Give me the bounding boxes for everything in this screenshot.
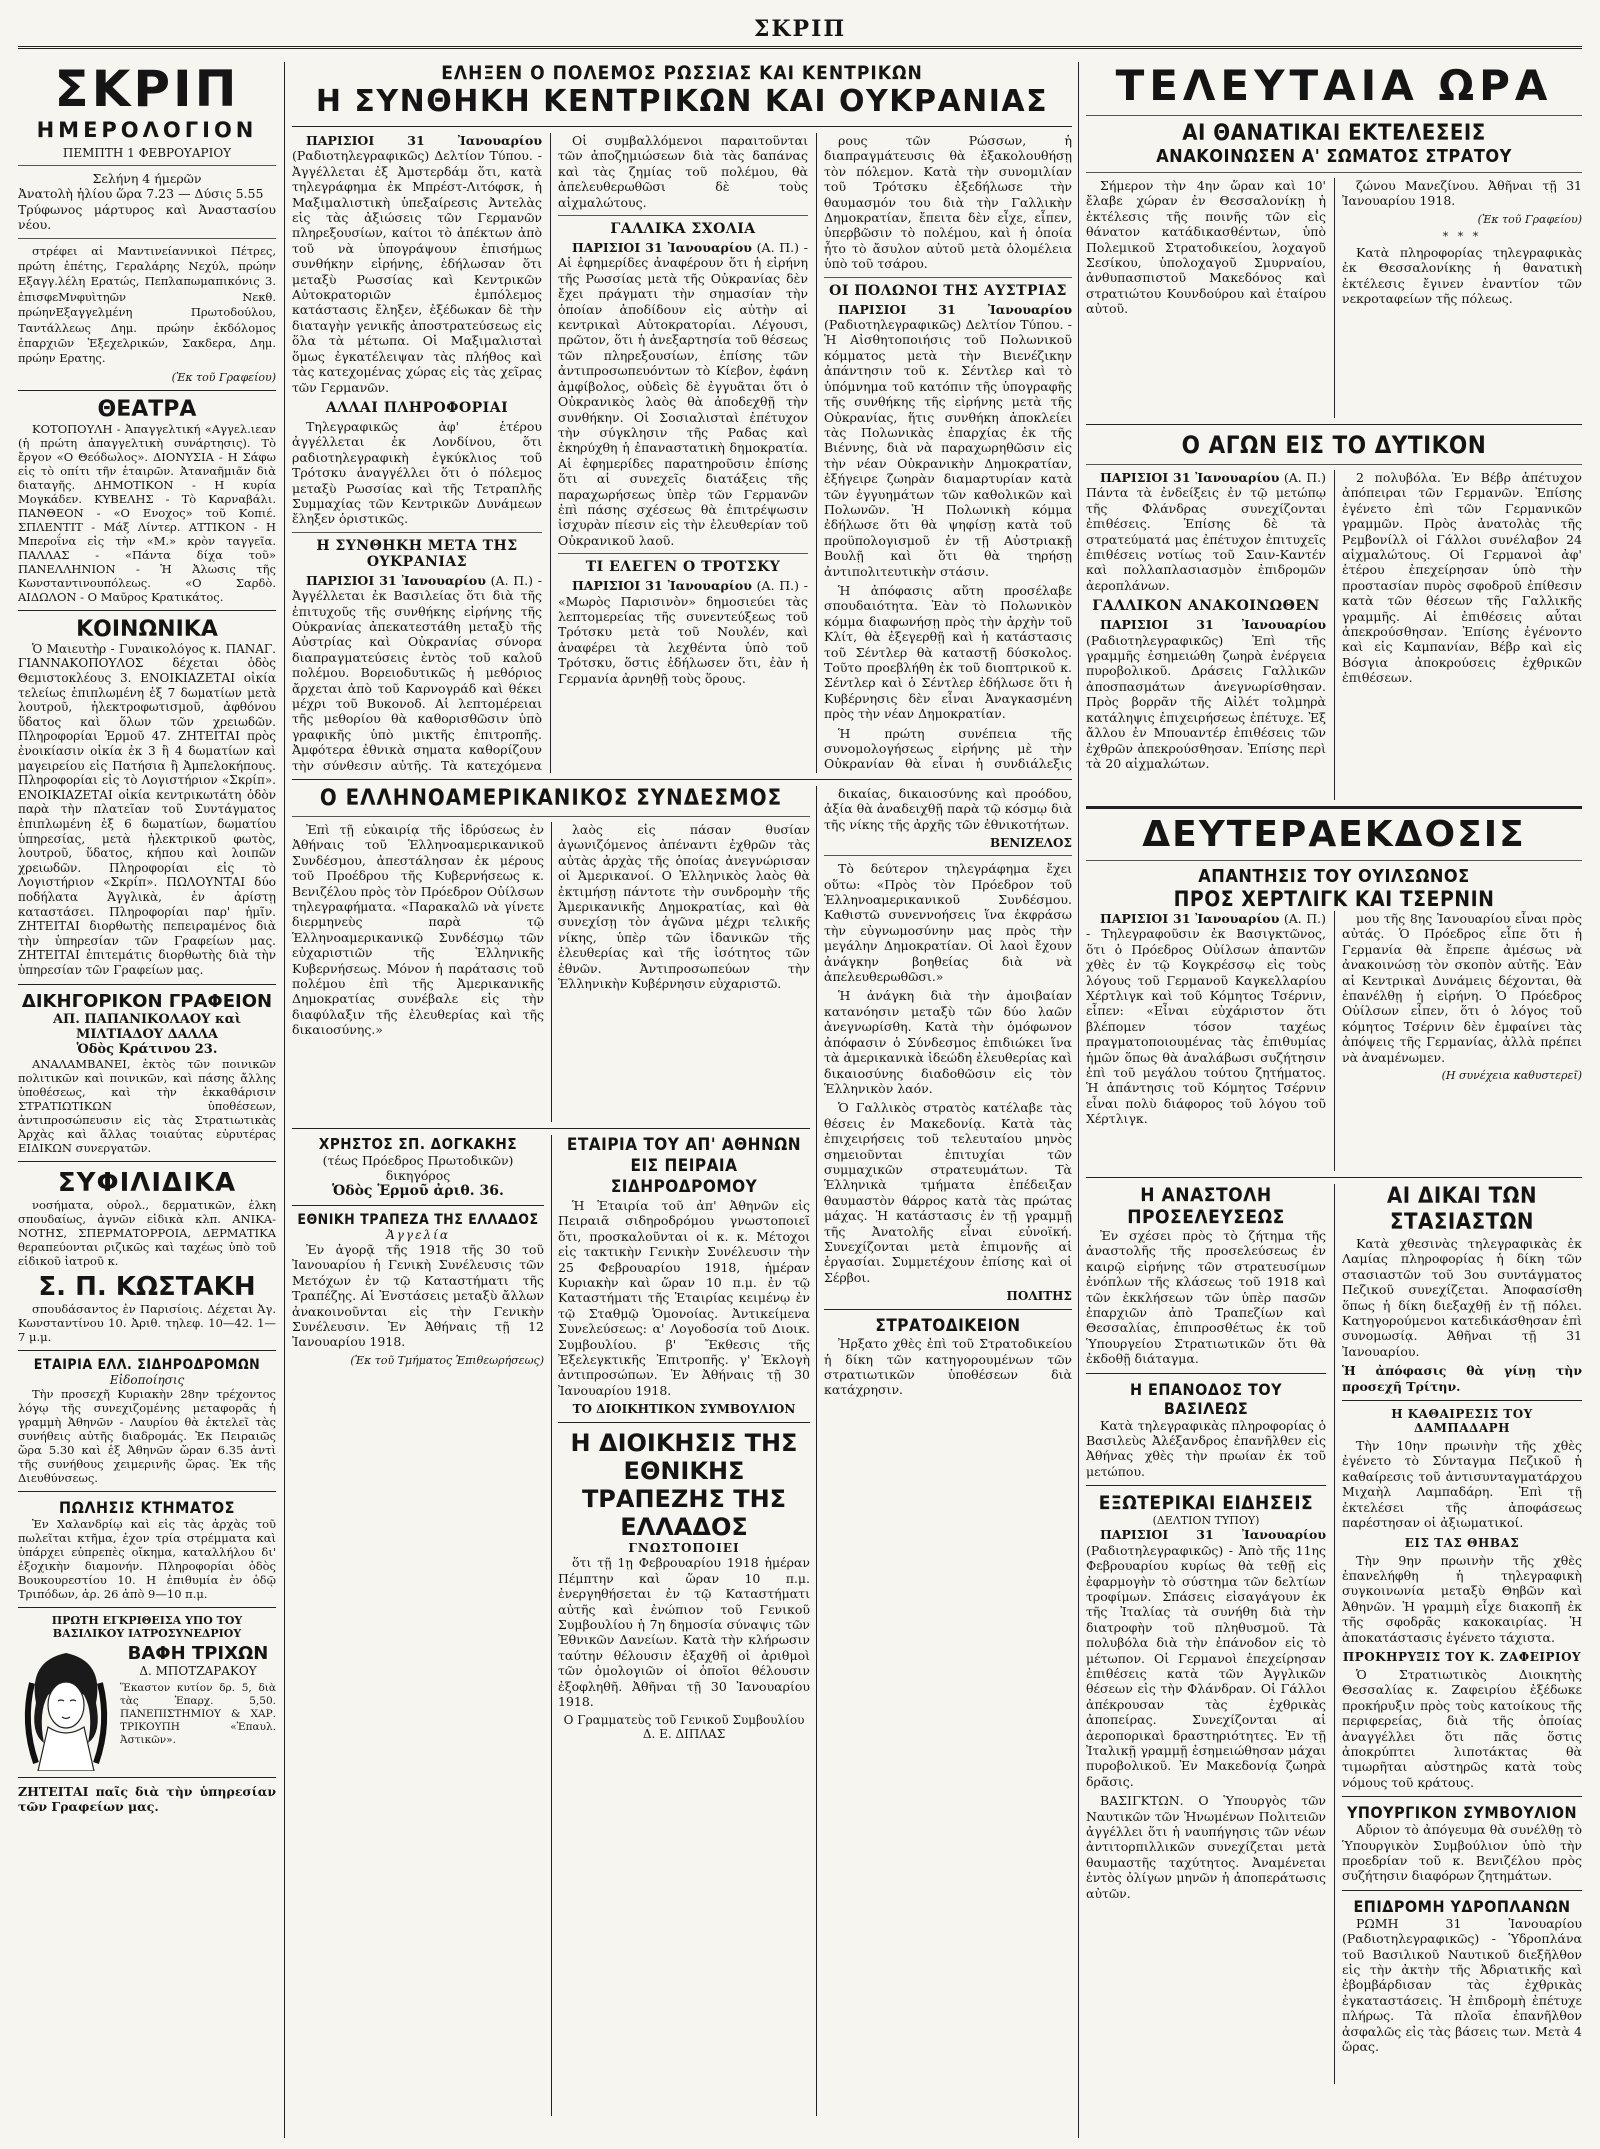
calendar-title: ΣΚΡΙΠ <box>54 62 240 118</box>
court-martial-text: Ἠρξατο χθὲς ἐπὶ τοῦ Στρατοδικείου ἡ δίκη τῶν κατηγορουμένων τῶν στρατιωτικῶν ὑποθέσεων διὰ κατάχρησιν. <box>824 1336 1072 1398</box>
column-rule <box>816 133 817 773</box>
lawyer-ad-sub: (τέως Πρόεδρος Πρωτοδικῶν) δικηγόρος <box>322 1153 514 1183</box>
trials-heading: ΑΙ ΔΙΚΑΙ ΤΩΝ ΣΤΑΣΙΑΣΤΩΝ <box>1386 1184 1538 1235</box>
divider <box>18 390 276 391</box>
story-body: ΡΩΜΗ 31 Ἰανουαρίου (Ραδιοτηλεγραφικῶς) - Ὑδροπλάνα τοῦ Βασιλικοῦ Ναυτικοῦ διεξῆλθον εἰς τὴν ἀκτὴν τῆς Ἀδριατικῆς καὶ ἐβομβάρδισαν τὰς ἐχθρικὰς ἐγκαταστάσεις. Ἡ ἐπιδρομὴ ἐπέτυχε πλήρως. Τὰ πλοῖα ἐπανῆλθον ἀσφαλῶς εἰς τὰς βάσεις των. Μετὰ 4 ὥρας. <box>1342 1915 1582 2055</box>
divider <box>558 215 808 216</box>
ads-col-1 <box>292 1135 544 2116</box>
divider <box>1086 806 1582 809</box>
divider <box>558 1422 810 1423</box>
wilson-reply-story <box>1086 911 1582 1171</box>
saints-day: Τρύφωνος μάρτυρος καὶ Ἀναστασίου νέου. <box>18 201 276 233</box>
association-col-2 <box>558 822 810 1122</box>
right-lower-section <box>1086 1184 1582 2084</box>
association-heading: Ο ΕΛΛΗΝΟΑΜΕΡΙΚΑΝΙΚΟΣ ΣΥΝΔΕΣΜΟΣ <box>319 786 783 811</box>
story-body: (Ραδιοτηλεγραφικῶς) - Ἀπὸ τῆς 11ης Φεβρουαρίου κυρίως θὰ τεθῇ εἰς ἐφαρμογὴν τὸ σύστημα τῶν δελτίων τροφίμων. Σπάσεις εἰσαγάγουν ἐκ τῆς Ἰταλίας τὰ συνήθη διὰ τὴν διατροφὴν τοῦ πληθυσμοῦ. Τὰ πολυβόλα διὰ τὴν ἐπάνοδον εἰς τὸ μέτωπον. Οἱ Γερμανοὶ ἐπεχείρησαν ἐπιθέσεις κατὰ τῶν Ἀγγλικῶν θέσεων εἰς τὴν Φλάνδραν. Οἱ Γάλλοι ἀπέκρουσαν τὰς ἐχθρικὰς ἀποπείρας. Συνεχίζονται αἱ ἀεροπορικαὶ δραστηριότητες. Ἐν τῇ Ἰταλικῇ γραμμῇ ἐσημειώθησαν μάχαι πυροβολικοῦ. Ἐν Μακεδονίᾳ ζωηρὰ δρᾶσις. <box>1086 1542 1326 1789</box>
divider <box>1086 1373 1326 1374</box>
column-rule <box>551 1135 552 2116</box>
story-source: (Η συνέχεια καθυστερεῖ) <box>1441 1069 1582 1083</box>
boy-wanted-ad: ΖΗΤΕΙΤΑΙ παῖς διὰ τὴν ὑπηρεσίαν τῶν Γραφείων μας. <box>18 1783 276 1814</box>
signature: ΒΕΝΙΖΕΛΟΣ <box>989 836 1072 851</box>
story-body: Κατὰ χθεσινὰς τηλεγραφικὰς ἐκ Λαμίας πληροφορίας ἡ δίκη τῶν στασιαστῶν τοῦ 3ου συντάγματος Πεζικοῦ συνεχίζεται. Ἀποφασίσθη ὅπως ἡ δίκη διεξαχθῇ ἐν τῇ πόλει. Κατηγορούμενοι κατεδικάσθησαν ἐπὶ συνομωσίᾳ. Ἀθῆναι τῇ 31 Ἰανουαρίου. <box>1342 1236 1582 1359</box>
divider <box>18 1777 276 1778</box>
theatres-list: ΚΟΤΟΠΟΥΛΗ - Ἀπαγγελτική «Αγγελ.ιεαν (ἡ πρώτη ἀπαγγελτικὴ συνάρτησις). Τὸ ἔργον «Ο Θεόδωλος». ΔΙΟΝΥΣΙΑ - Η Σάφω εἰς τὸ οπίτι τῆν ἑταιρῶν. Ἀταναῆμιᾶν διὰ διαταγῆς. ΔΗΜΟΤΙΚΟΝ - Η κυρία Μογκάδεν. ΚΥΒΕΛΗΣ - Τὸ Καρναβάλι. ΠΑΝΘΕΟΝ - «Ο Ενοχος» τοῦ Κοπιέ. ΣΠΛΕΝΤΙΤ - Μάξ Λίντερ. ΑΤΤΙΚΟΝ - Η Μπεροΐνα εἰς τὴν «Μ.» κρὸν ταγγεῖα. ΠΑΛΛΑΣ - «Πάντα δίχα τοῦ» ΠΑΝΕΛΛΗΝΙΟΝ - Ἡ Ἀλωσις τῆς Κωνσταντινουπόλεως. «Ο Σαρδὸ. ΑΙΔΩΛΟΝ - Ο Μαῦρος Κρατικάτος. <box>18 421 276 604</box>
divider <box>292 1128 810 1129</box>
divider <box>1086 860 1582 861</box>
column-rule <box>816 786 817 2116</box>
story-body: (Ραδιοτηλεγραφικῶς) Δελτίον Τύπου. - Ἀγγέλλεται ἐξ Ἀμστερδάμ ὅτι, κατὰ τηλεγράφημα ἐκ Μπρέστ-Λιτόφσκ, ἡ Μαξιμαλιστικὴ ὑπεξαίρεσις Ἀντελὰς εἰς τὰς ἀξιώσεις τῶν Γερμανῶν πληρεξουσίων, καίτοι τὸ ἀπέκτων ἀπὸ τοῦ νὰ ὑπογράψουν ἐπισήμως συνθήκην εἰρήνης, ἐδήλωσαν ὅτι μεταξὺ Ρωσσίας καὶ Κεντρικῶν Αὐτοκρατοριῶν ἐμπόλεμος κατάστασις ἔληξεν, ἐξέδωκαν δὲ τὴν διαταγὴν γενικῆς ἀποστρατεύσεως εἰς ὅλα τὰ μέτωπα. Οἱ Μαξιμαλισταὶ ὅμως ἐγκατέλειψαν τὰς πλήθος καὶ τὰς κατεχομένας χώρας εἰς τὰς χεῖρας τῶν Γερμανῶν. <box>292 148 542 395</box>
newspaper-page <box>18 6 1582 2142</box>
dateline: ΠΑΡΙΣΙΟΙ 31 Ἰανουαρίου <box>1100 911 1280 926</box>
ads-and-notices <box>292 1135 810 2116</box>
story-text <box>292 133 542 395</box>
story-body: (Α. Π.) - Αἱ ἐφημερίδες ἀναφέρουν ὅτι ἡ εἰρήνη τῆς Ρωσσίας μετὰ τῆς Οὐκρανίας δὲν ἔχει πράγματι τὴν σημασίαν τὴν ὁποίαν ἀποδίδουν εἰς αὐτὴν αἱ κεντρικαὶ Αὐτοκρατορίαι. Λέγουσι, πρῶτον, ὅτι ἡ ἀνεξαρτησία τοῦ θέσεως τῶν πληρεξουσίων, ἐπίσης τῶν ἀντιπροσωπευόντων τὸ Κίεβον, ἐφάνη ἀμφίβολος, οὐδεὶς δὲ ἐγγυᾶται ὅτι ὁ Οὐκρανικὸς λαὸς θὰ ἀποδεχθῇ τὴν συνθήκην. Οἱ Σοσιαλισταὶ ἐπέτυχον τὴν σύγκλησιν τῆς Ραδας καὶ ἐκηρύχθη ἡ ἐπαναστατικὴ δημοκρατία. Αἱ ἐφημερίδες παρατηροῦσιν ἐπίσης ὅτι αἱ συνεχεῖς διατάξεις τῆς παραχωρήσεως ὑπὲρ τῶν Γερμανῶν ἐπὶ πάσης σχέσεως θὰ ἐπιτρέψωσιν ἰσχυρὰν πίεσιν εἰς τὴν ἐλευθερίαν τοῦ Οὐκρανικοῦ λαοῦ. <box>558 240 808 548</box>
section-heading: Η ΣΥΝΘΗΚΗ ΜΕΤΑ ΤΗΣ ΟΥΚΡΑΝΙΑΣ <box>316 537 518 570</box>
lower-right <box>824 786 1072 2116</box>
calendar-notes-source: (Ἐκ τοῦ Γραφείου) <box>171 370 276 384</box>
wilson-reply-col-1 <box>1086 911 1326 1171</box>
story-body: Ἡ ἀπόφασις αὕτη προσέλαβε σπουδαιότητα. Ἐὰν τὸ Πολωνικὸν κόμμα διαφωνήσῃ πρὸς τὴν ἀρχὴν τοῦ Κλίτ, θὰ ἐξεγερθῇ καὶ ἡ κατάστασις τοῦ Σέντλερ θὰ καταστῇ δύσκολος. Τοῦτο προεβλήθη ἐκ τοῦ διοπτρικοῦ κ. Σέντλερ καὶ ὁ Σέντλερ ἐδήλωσε ὅτι ἡ Κυβέρνησις δὲν εἶναι Ἀναγκασμένη πρὸς τὴν νέαν Δημοκρατίαν. <box>824 582 1072 722</box>
story-body: Κατὰ τηλεγραφικὰς πληροφορίας ὁ Βασιλεὺς Ἀλέξανδρος ἐπανῆλθεν εἰς Ἀθήνας χθὲς τὴν πρωίαν ἐκ τοῦ μετώπου. <box>1086 1417 1326 1479</box>
association-col-1 <box>292 822 544 1122</box>
story-text <box>558 578 808 686</box>
story-text <box>292 573 542 773</box>
calendar-subtitle: ΗΜΕΡΟΛΟΓΙΟΝ <box>36 118 258 142</box>
dateline: ΠΑΡΙΣΙΟΙ 31 Ἰανουαρίου <box>306 133 542 148</box>
story-body: ζώνου Μανεζίνου. Ἀθῆναι τῇ 31 Ἰανουαρίου 1918. <box>1342 178 1582 209</box>
divider <box>1342 1890 1582 1891</box>
story-body: (Α. Π.) - «Μωρὸς Παρισινὸν» δημοσιεύει τὰς λεπτομερείας τῆς συνεντεύξεως τοῦ Τρότσκυ μετὰ τοῦ Νουλέν, καὶ ἀναφέρει τὰ λεχθέντα ὑπὸ τοῦ Τρότσκυ, ὅστις ἐδήλωσεν ὅτι, ἐὰν ἡ Γερμανία ἀρνηθῇ τοὺς ὅρους. <box>558 578 808 686</box>
page-mark: ΣΚΡΙΠ <box>753 16 847 42</box>
dateline: ΠΑΡΙΣΙΟΙ 31 Ἰανουαρίου <box>306 572 486 588</box>
foreign-news-heading: ΕΞΩΤΕΡΙΚΑΙ ΕΙΔΗΣΕΙΣ <box>1098 1492 1314 1515</box>
section-heading: ΑΛΛΑΙ ΠΛΗΡΟΦΟΡΙΑΙ <box>325 399 509 416</box>
column-latest <box>1086 62 1582 2138</box>
western-front-col-1 <box>1086 470 1326 800</box>
story-body: Κατὰ πληροφορίας τηλεγραφικὰς ἐκ Θεσσαλονίκης ἡ θανατικὴ ἐκτέλεσις ἔγινεν ἐναντίον τῶν νεκροταφείων τῆς πόλεως. <box>1342 244 1582 307</box>
bank-notice-source: (Ἐκ τοῦ Τμήματος Ἐπιθεωρήσεως) <box>350 1353 544 1367</box>
railway-company-heading: ΕΤΑΙΡΙΑ ΤΟΥ ΑΠ' ΑΘΗΝΩΝ ΕΙΣ ΠΕΙΡΑΙΑ ΣΙΔΗΡΟΔΡΟΜΟΥ <box>566 1135 802 1197</box>
section-heading: ΓΑΛΛΙΚΟΝ ΑΝΑΚΟΙΝΩΘΕΝ <box>1092 598 1320 615</box>
dateline: ΠΑΡΙΣΙΟΙ 31 Ἰανουαρίου <box>1100 1527 1326 1543</box>
corps-announcement-heading: ΑΝΑΚΟΙΝΩΣΕΝ Α' ΣΩΜΑΤΟΣ ΣΤΡΑΤΟΥ <box>1156 146 1512 167</box>
bank-admin-heading: Η ΔΙΟΙΚΗΣΙΣ ΤΗΣ ΕΘΝΙΚΗΣ ΤΡΑΠΕΖΗΣ ΤΗΣ ΕΛΛΑΔΟΣ <box>570 1429 798 1542</box>
hair-dye-title: ΒΑΦΗ ΤΡΙΧΩΝ <box>127 1642 269 1664</box>
main-story-col-2 <box>558 133 808 773</box>
story-body: ΒΑΣΙΓΚΤΩΝ. Ο Ὑπουργὸς τῶν Ναυτικῶν τῶν Ἡνωμένων Πολιτειῶν ἀγγέλλει ὅτι ἡ ναυπήγησις τῶν νέων ἀντιτορπιλλικῶν συνεχίζεται μετὰ θαυμαστῆς ταχύτητος. Ἀναμένεται ἐντὸς ὀλίγων μηνῶν ἡ ἀποπεράτωσις αὐτῶν. <box>1086 1793 1326 1901</box>
law-office-names: ΑΠ. ΠΑΠΑΝΙΚΟΛΑΟΥ καὶ ΜΙΛΤΙΑΔΟΥ ΔΑΛΛΑ <box>52 1011 242 1042</box>
trials-note: Ἡ ἀπόφασις θὰ γίνῃ τὴν προσεχῆ Τρίτην. <box>1342 1363 1582 1394</box>
story-body: 2 πολυβόλα. Ἐν Βέβρ ἀπέτυχον ἀπόπειραι τῶν Γερμανῶν. Ἐπίσης ἐγένετο ἐπὶ τῶν Γερμανικῶν γραμμῶν. Πρὸς ἀνατολὰς τῆς Ρεμβονίλλ οἱ Γάλλοι συνέλαβον 24 αἰχμαλώτους. Οἱ Γερμανοὶ ἀφ' ἑτέρου ἐπεχείρησαν ὑπὸ τὴν προστασίαν πυρὸς σφοδροῦ ἐπίθεσιν κατὰ τῶν θέσεων τῆς Γαλλικῆς γραμμῆς. Αἱ ἐπιθέσεις αὗται ἀπεκρούσθησαν. Ἐπίσης ἐγένοντο καὶ εἰς Καμπανίαν, Βέβρ καὶ εἰς Βόσγια ἀποκρούσεις ἐχθρικῶν ἐπιθέσεων. <box>1342 470 1582 686</box>
divider <box>18 610 276 611</box>
story-body: (Α. Π.) - Τηλεγραφοῦσιν ἐκ Βασιγκτῶνος, ὅτι ὁ Πρόεδρος Οὐίλσων ἀπαντῶν χθὲς ἐν τῷ Κογκρέσσῳ εἰς τοὺς λόγους τοῦ Γερμανοῦ Καγκελλαρίου Χέρτλιγκ καὶ τοῦ Κόμητος Τσέρνιν, εἶπεν: «Εἶναι εὐχάριστον ὅτι βλέπομεν τόσον ταχέως πραγματοποιουμένας τὰς ἐπιθυμίας ἡμῶν ὅπως θὰ ἀναλάβωσι συζήτησιν ἐπὶ τοῦ μεγάλου τούτου ζητήματος. Ἡ ἀπάντησις τοῦ Κόμητος Τσέρνιν εἶναι πολὺ διάφορος τοῦ λόγου τοῦ Χέρτλιγκ. <box>1086 911 1326 1127</box>
column-rule <box>551 822 552 1122</box>
story-text <box>824 302 1072 579</box>
social-heading: ΚΟΙΝΩΝΙΚΑ <box>76 616 218 642</box>
column-rule <box>284 62 285 2138</box>
story-body: (Ραδιοτηλεγραφικῶς) Δελτίον Τύπου. - Ἡ Αἰσθητοποιήσις τοῦ Πολωνικοῦ κόμματος μετὰ τὴν Βιενέζικην ἀπάντησιν τοῦ κ. Σέντλερ καὶ τὸ ὑπόμνημα τοῦ κατόπιν τῆς ὑπογραφῆς τῆς συνθήκης τῆς εἰρήνης μετὰ τῆς Οὐκρανίας, ἥτις συνθήκη ἀποκλείει τὰς Πολωνικὰς ἐπαρχίας ἐκ τῆς Βιέννης, διὰ νὰ παραχωρηθῶσιν εἰς τὴν νέαν Οὐκρανικὴν Δημοκρατίαν, ἐξήγειρε ζωηρὰν διαμαρτυρίαν κατὰ τῶν ἐγγυημάτων τῶν καθολικῶν καὶ Πολωνῶν. Ἡ Πολωνικὴ κόμμα ἐδήλωσε ὅτι θὰ ψηφίσῃ κατὰ τοῦ προϋπολογισμοῦ ἐν τῇ Αὐστριακῇ Βουλῇ καὶ ὅτι θὰ τηρήσῃ ἀντιπολιτευτικὴν στάσιν. <box>824 317 1072 579</box>
second-edition-heading: ΔΕΥΤΕΡΑΕΚΔΟΣΙΣ <box>1142 814 1526 855</box>
doctor-name: Σ. Π. ΚΩΣΤΑΚΗ <box>38 1271 256 1302</box>
main-story-col-3 <box>824 133 1072 773</box>
right-lower-col-2 <box>1342 1184 1582 2084</box>
dateline: ΠΑΡΙΣΙΟΙ 31 Ἰανουαρίου <box>838 301 1072 317</box>
story-body: Ἡ ἀνάγκη διὰ τὴν ἀμοιβαίαν κατανόησιν μεταξὺ τῶν δύο λαῶν ἀνεγνωρίσθη. Κατὰ τὴν ὁμόφωνον ἀπόφασιν ὁ Σύνδεσμος ἐπιδιώκει ἵνα τὰ ἀμερικανικὰ ἰδεώδη ἐλευθερίας καὶ δικαιοσύνης διαδοθῶσιν εἰς τὸν Ἑλληνικὸν λαόν. <box>824 988 1072 1096</box>
estate-heading: ΠΩΛΗΣΙΣ ΚΤΗΜΑΤΟΣ <box>59 1497 235 1517</box>
story-text <box>1086 617 1326 771</box>
story-body: Αὔριον τὸ ἀπόγευμα θὰ συνέλθῃ τὸ Ὑπουργικὸν Συμβούλιον ὑπὸ τὴν προεδρίαν τοῦ κ. Βενιζέλου πρὸς συζήτησιν διαφόρων ζητημάτων. <box>1342 1822 1582 1884</box>
dateline: ΠΑΡΙΣΙΟΙ 31 Ἰανουαρίου <box>1100 617 1326 633</box>
story-body: ρους τῶν Ρώσσων, ἡ διαπραγμάτευσις θὰ ἐξακολουθήσῃ τὸν πόλεμον. Κατὰ τὴν συνομιλίαν τοῦ Τρότσκυ ἐξεδήλωσε τὴν θαυμασμόν του διὰ τὴν Γαλλικὴν Δημοκρατίαν, ἔπειτα δὲν εἶχε, εἶπεν, ὑπερβῶσιν τὸ πολέμου, καὶ ἡ ὁποία ἦτο τὸ ἄσυλον αὐτοῦ μετὰ ὁλομέλεια ὑπὸ τοῦ τσάρου. <box>824 133 1072 272</box>
divider <box>558 553 808 554</box>
divider <box>292 816 810 817</box>
estate-text: Ἐν Χαλανδρίῳ καὶ εἰς τὰς ἀρχὰς τοῦ πωλεῖται κτῆμα, ἐχον τρία στρέμματα καὶ ὑπάρχει εὐπρεπὲς οἴκημα, καταλλήλου δι' ἐξοχικὴν διαμονήν. Πληροφορίαι ὁδὸς Βουκουρεστίου 10. Η ἐπιθυμία ἐν ὁδῷ Τριπόδων, ἀρ. 26 ἀπὸ 9—10 π.μ. <box>18 1516 276 1601</box>
main-headline: Η ΣΥΝΘΗΚΗ ΚΕΝΤΡΙΚΩΝ ΚΑΙ ΟΥΚΡΑΝΙΑΣ <box>315 84 1049 119</box>
column-rule <box>550 133 551 773</box>
bank-notice-heading: ΕΘΝΙΚΗ ΤΡΑΠΕΖΑ ΤΗΣ ΕΛΛΑΔΟΣ <box>297 1212 539 1228</box>
section-heading: ΕΙΣ ΤΑΣ ΘΗΒΑΣ <box>1404 1535 1520 1550</box>
divider <box>1342 1796 1582 1797</box>
column-main <box>292 62 1072 2138</box>
story-body: Τὴν 10ην πρωινὴν τῆς χθὲς ἐγένετο τὸ Σύνταγμα Πεζικοῦ ἡ καθαίρεσις τοῦ ἀντισυνταγματάρχου Μιχαὴλ Λαμπαδάρη. Ἐπὶ τῇ ἐκτελέσει τῆς ἀποφάσεως παρέστησαν οἱ ἀξιωματικοί. <box>1342 1438 1582 1531</box>
association-story <box>292 822 810 1122</box>
story-body: μου τῆς 8ης Ἰανουαρίου εἶναι πρὸς αὐτάς. Ὁ Πρόεδρος εἶπε ὅτι ἡ Γερμανία θὰ ἔπρεπε ἀμέσως νὰ ἀνακοινώσῃ τὸν σκοπὸν αὐτῆς. Ἐὰν αἱ Κεντρικαὶ Δυνάμεις δέχονται, θὰ ἐπανέλθῃ ἡ εἰρήνη. Ὁ Πρόεδρος Οὐίλσων εἶπεν, ὅτι ὁ λόγος τοῦ κόμητος Τσέρνιν δὲν ἐμφαίνει τὰς ἀπόψεις τῆς Γερμανίας, ἀλλὰ πρέπει νὰ ἀναμένωμεν. <box>1342 911 1582 1065</box>
divider <box>292 779 1072 780</box>
latest-headline: ΤΕΛΕΥΤΑΙΑ ΩΡΑ <box>1115 62 1553 110</box>
story-body: Τὸ δεύτερον τηλεγράφημα ἔχει οὕτω: «Πρὸς τὸν Πρόεδρον τοῦ Ἑλληνοαμερικανικοῦ Συνδέσμου. Καθιστῶ συνεννοήσεις ἵνα ἐκφράσω τὴν εὐγνωμοσύνην μας πρὸς τὴν μεγάλην Δημοκρατίαν. Οἱ λαοὶ ἔχουν ἀνάγκην βοηθείας διὰ νὰ ἀπελευθερωθῶσι.» <box>824 861 1072 985</box>
divider <box>1086 1177 1582 1178</box>
section-heading: ΓΑΛΛΙΚΑ ΣΧΟΛΙΑ <box>610 221 756 238</box>
executions-story <box>1086 178 1582 418</box>
divider <box>1086 464 1582 465</box>
lower-left <box>292 786 810 2116</box>
lower-section <box>292 786 1072 2116</box>
story-body: Ἐν σχέσει πρὸς τὸ ζήτημα τῆς ἀναστολῆς τῆς προσελεύσεως ἐν καιρῷ εἰρήνης τῶν στρατευσίμων ἐνόπλων τῆς κλάσεως τοῦ 1918 καὶ τῶν ἐκκλήσεων τῶν ὑπὲρ πασῶν ἐπαρχιῶν ἀπὸ Τραπεζίων καὶ Θεσσαλίας, ἐπιπροσθέτως ἐκ τοῦ Ὑπουργείου Στρατιωτικῶν ὅτι θὰ ἐκδοθῇ διάταγμα. <box>1086 1228 1326 1367</box>
divider <box>18 984 276 985</box>
divider <box>1086 1485 1326 1486</box>
section-heading: Η ΚΑΘΑΙΡΕΣΙΣ ΤΟΥ ΔΑΜΠΑΔΑΡΗ <box>1391 1407 1533 1436</box>
story-body: (Α. Π.) Πάντα τὰ ἐνδείξεις ἐν τῷ μετώπῳ τῆς Φλάνδρας συνεχίζονται ἐπιθέσεις. Ἐπίσης δὲ τὰ στρατεύματά μας ἐπέτυχον ἐπιτυχεῖς ἐπιθέσεις νοτίως τοῦ Σαιν-Καντέν καὶ πολλαπλασιασμὸν ἐπιδρομῶν ἀεροπλάνων. <box>1086 470 1326 593</box>
main-story <box>292 133 1072 773</box>
story-body: Ὁ Γαλλικὸς στρατὸς κατέλαβε τὰς θέσεις ἐν Μακεδονίᾳ. Κατὰ τὰς ἐπιχειρήσεις τοῦ τελευταίου μηνὸς σημειοῦνται ἐπιτυχίαι τῶν συμμαχικῶν στρατευμάτων. Τὰ Ἑλληνικὰ τμήματα ἐπέδειξαν θαυμαστὸν θάρρος κατὰ τὰς πρώτας μάχας. Ἡ κατάστασις ἐν τῇ γραμμῇ τῆς Ἀνατολῆς εἶναι εὐνοϊκή. Συνεχίζονται μετὰ ἐπιμονῆς αἱ ἐργασίαι. Συμμετέχουν ἐπίσης καὶ οἱ Σέρβοι. <box>824 1100 1072 1285</box>
divider <box>1086 172 1582 173</box>
story-body: Ἡ πρώτη συνέπεια τῆς συνομολογήσεως εἰρήνης μὲ τὴν Οὐκρανίαν θὰ εἶναι ἡ συνδιάλεξις <box>824 725 1072 772</box>
hair-dye-ad <box>18 1643 276 1771</box>
story-text <box>1086 470 1326 593</box>
western-front-col-2 <box>1342 470 1582 800</box>
suspension-heading: Η ΑΝΑΣΤΟΛΗ ΠΡΟΣΕΛΕΥΣΕΩΣ <box>1127 1184 1285 1228</box>
dateline: ΠΑΡΙΣΙΟΙ 31 Ἰανουαρίου <box>572 578 752 594</box>
law-office-heading: ΔΙΚΗΓΟΡΙΚΟΝ ΓΡΑΦΕΙΟΝ <box>21 990 273 1012</box>
railway-company-sign: ΤΟ ΔΙΟΙΚΗΤΙΚΟΝ ΣΥΜΒΟΥΛΙΟΝ <box>572 1402 796 1417</box>
column-rule <box>1334 178 1335 418</box>
seaplane-raid-heading: ΕΠΙΔΡΟΜΗ ΥΔΡΟΠΛΑΝΩΝ <box>1353 1896 1571 1916</box>
divider <box>1086 115 1582 116</box>
divider <box>824 277 1072 278</box>
main-story-col-1 <box>292 133 542 773</box>
bank-notice-text: Ἐν ἀγορᾷ τῆς 1918 τῆς 30 τοῦ Ἰανουαρίου ἡ Γενικὴ Συνέλευσις τῶν Μετόχων ἐν τῷ Καταστήματι τῆς Τραπέζης. Αἱ Ἐνστάσεις μεταξὺ ἄλλων ἀνακοινοῦνται εἰς τὴν Γενικὴν Συνέλευσιν. Ἐν Ἀθήναις τῇ 12 Ἰανουαρίου 1918. <box>292 1242 544 1350</box>
masthead-rule <box>18 46 1582 49</box>
hair-dye-heading: ΠΡΩΤΗ ΕΓΚΡΙΘΕΙΣΑ ΥΠΟ ΤΟΥ ΒΑΣΙΛΙΚΟΥ ΙΑΤΡΟΣΥΝΕΔΡΙΟΥ <box>51 1613 243 1640</box>
doctor-text: σπουδάσαντος ἐν Παρισίοις. Δέχεται Ἀγ. Κωνσταντίνου 10. Ἀριθ. τηλεφ. 10—42. 1—7 μ.μ. <box>18 1301 276 1344</box>
wilson-reply-heading: ΑΠΑΝΤΗΣΙΣ ΤΟΥ ΟΥΙΛΣΩΝΟΣ <box>1198 866 1470 887</box>
divider <box>18 1350 276 1351</box>
divider <box>292 1205 544 1206</box>
railway-sub: Εἰδοποίησις <box>109 1372 185 1387</box>
railway-company-text: Ἡ Ἑταιρία τοῦ ἀπ' Ἀθηνῶν εἰς Πειραιᾶ σιδηροδρόμου γνωστοποιεῖ ὅτι, προσκαλοῦνται οἱ κ. κ. Μέτοχοι εἰς τακτικὴν Γενικὴν Συνέλευσιν τὴν 25 Φεβρουαρίου 1918, ἡμέραν Κυριακὴν καὶ ὥραν 10 π.μ. ἐν τῷ Καταστήματι τῆς Ἑταιρίας κειμένῳ ἐν τῷ Σταθμῷ Ὁμονοίας. Ἀντικείμενα Συνελεύσεως: α' Λογοδοσία τοῦ Διοικ. Συμβουλίου. β' Ἔκθεσις τῆς Ἐξελεγκτικῆς Ἐπιτροπῆς. γ' Ἐκλογὴ ἀντιπροσώπων. Ἐν Ἀθήναις τῇ 30 Ἰανουαρίου 1918. <box>558 1198 810 1398</box>
story-body: Τὴν 9ην πρωινὴν τῆς χθὲς ἐπανελήφθη ἡ τηλεγραφικὴ συγκοινωνία μεταξὺ Θηβῶν καὶ Ἀθηνῶν. Ἡ γραμμὴ εἶχε διακοπῆ ἐκ τῆς σφοδρᾶς κακοκαιρίας. Ἡ ἀποκατάστασις ἐγένετο τάχιστα. <box>1342 1552 1582 1645</box>
woman-portrait-illustration <box>18 1643 114 1771</box>
divider <box>824 1309 1072 1310</box>
main-kicker: ΕΛΗΞΕΝ Ο ΠΟΛΕΜΟΣ ΡΩΣΣΙΑΣ ΚΑΙ ΚΕΝΤΡΙΚΩΝ <box>441 62 923 84</box>
section-heading: ΤΙ ΕΛΕΓΕΝ Ο ΤΡΟΤΣΚΥ <box>585 559 781 576</box>
column-rule <box>1334 470 1335 800</box>
column-rule <box>1078 62 1079 2138</box>
story-body: Τηλεγραφικῶς ἀφ' ἑτέρου ἀγγέλλεται ἐκ Λονδίνου, ὅτι ραδιοτηλεγραφικὴ ἐγκύκλιος τοῦ Τρότσκυ ἀναγγέλλει ὅτι ὁ πόλεμος μεταξὺ Ρωσσίας καὶ τῆς Τετραπλῆς Συμμαχίας τῶν Κεντρικῶν Δυνάμεων ἔληξεν ὁριστικῶς. <box>292 418 542 527</box>
bank-notice-sub: Ἀγγελία <box>386 1228 450 1242</box>
cabinet-heading: ΥΠΟΥΡΓΙΚΟΝ ΣΥΜΒΟΥΛΙΟΝ <box>1346 1803 1578 1823</box>
foreign-news-source: (ΔΕΛΤΙΟΝ ΤΥΠΟΥ) <box>1152 1514 1260 1528</box>
hair-dye-text-block <box>120 1643 276 1747</box>
divider <box>18 1161 276 1162</box>
story-body: δικαίας, δικαιοσύνης καὶ προόδου, ἀξία θὰ ἀναδειχθῇ παρὰ τῷ κόσμῳ διὰ τῆς νίκης τῆς ἀρχῆς τῶν ἐθνικοτήτων. <box>824 786 1072 832</box>
railway-text: Τὴν προσεχῆ Κυριακὴν 28ην τρέχοντος λόγῳ τῆς συνεχιζομένης μεταφορᾶς ἡ γραμμὴ Ἀθηνῶν - Λαυρίου θὰ ἐκτελεῖ τὰς συνήθεις αὐτῆς διαδρομάς. Ἐκ Πειραιῶς ὥρα 5.30 καὶ ἐξ Ἀθηνῶν ὥραν 6.35 ἀντὶ τῆς συνήθους χειμερινῆς ὥρας. Ἐκ τῆς Διευθύνσεως. <box>18 1386 276 1485</box>
divider <box>18 1491 276 1492</box>
railway-heading: ΕΤΑΙΡΙΑ ΕΛΛ. ΣΙΔΗΡΟΔΡΟΜΩΝ <box>33 1356 261 1373</box>
story-text <box>558 240 808 548</box>
theatres-heading: ΘΕΑΤΡΑ <box>97 396 197 422</box>
story-text <box>1086 911 1326 1127</box>
column-rule <box>1334 911 1335 1171</box>
lawyer-ad-heading: ΧΡΗΣΤΟΣ ΣΠ. ΔΟΓΚΑΚΗΣ <box>318 1135 518 1153</box>
syphilis-heading: ΣΥΦΙΛΙΔΙΚΑ <box>57 1167 237 1198</box>
bank-admin-sign: Ο Γραμματεὺς τοῦ Γενικοῦ Συμβουλίου Δ. Ε. ΔΙΠΛΑΣ <box>563 1713 805 1742</box>
hair-dye-maker: Δ. ΜΠΟΤΖΑΡΑΚΟΥ <box>139 1663 257 1678</box>
western-front-story <box>1086 470 1582 800</box>
story-body: (Α. Π.) - Ἀγγέλλεται ἐκ Βασιλείας ὅτι διὰ τῆς ἐπιτυχοῦς τῆς συνθήκης εἰρήνης τῆς Οὐκρανίας ἀπεκατεστάθη μεταξὺ τῆς Αὐστρίας καὶ Οὐκρανίας σύνορα διαπραγματεύσεις ἐντὸς τοῦ καλοῦ πολέμου. Βορειοδυτικῶς ἡ μεθόριος ἄρχεται ἀπὸ τοῦ Καρνογράδ καὶ θέκει μέχρι τοῦ Βυκονοδ. Αἱ λεπτομέρειαι τῆς μεθορίου θὰ καθορισθῶσιν ὑπὸ γραφικῆς ὑπὸ μικτῆς ἐπιτροπῆς. Ἀμφότερα ἐθνικὰ σηματα καθορίζουν τὴν σύνθεσιν αὐτῆς. Τὰ κατεχόμενα <box>292 572 542 773</box>
western-front-heading: Ο ΑΓΩΝ ΕΙΣ ΤΟ ΔΥΤΙΚΟΝ <box>1181 431 1487 459</box>
calendar-date: ΠΕΜΠΤΗ 1 ΦΕΒΡΟΥΑΡΙΟΥ <box>62 146 232 160</box>
story-body: Σήμερον τὴν 4ην ὥραν καὶ 10' ἔλαβε χώραν ἐν Θεσσαλονίκῃ ἡ ἐκτέλεσις τῆς ποινῆς τῶν εἰς θάνατον κατάδικασθέντων, ὑπὸ Πολεμικοῦ Στρατοδικείου, λοχαγοῦ Σεσίκου, ὑπολοχαγοῦ Σμυρναίου, ἀνθυπασπιστοῦ Μακεδόνος καὶ στρατιώτου Κουνδούρου καὶ ἑταίρου αὐτοῦ. <box>1086 178 1326 317</box>
bank-admin-sub: ΓΝΩΣΤΟΠΟΙΕΙ <box>628 1541 740 1556</box>
law-office-address: Ὁδὸς Κράτινου 23. <box>76 1041 218 1057</box>
story-text <box>1086 1527 1326 1789</box>
divider <box>292 532 542 533</box>
story-body: λαὸς εἰς πάσαν θυσίαν ἀγωνιζόμενος ἀπέναντι ἐχθρῶν τὰς αὐτὰς ἀρχὰς τῆς ὁποίας ἀνεγνώρισαν οἱ Ἀμερικανοί. Ο Ἑλληνικὸς λαὸς θὰ ἐκτιμήσῃ πάντοτε τὴν συνδρομὴν τῆς Ἀμερικανικῆς Δημοκρατίας, καὶ θὰ συνεχίσῃ τὸν ἀγῶνα μέχρι τελικῆς νίκης, ὑπὲρ τῶν ἰδανικῶν τῆς ἐλευθερίας καὶ τῆς ἰσότητος τῶν ἐθνῶν. Ἀντιπροσωπεύων τὴν Ἑλληνικὴν Κυβέρνησιν εὐχαριστῶ. <box>558 822 810 992</box>
law-office-text: ΑΝΑΛΑΜΒΑΝΕΙ, ἐκτὸς τῶν ποινικῶν πολιτικῶν καὶ ποινικῶν, καὶ πάσης ἄλλης ὑποθέσεως, καὶ τὴν ἐκκαθάρισιν ΣΤΡΑΤΙΩΤΙΚΩΝ ὑποθέσεων, ἀντιπροσώπευσιν εἰς τὰς Στρατιωτικὰς Ἀρχὰς καὶ ἄλλας τοιαύτας εὐρυτέρας ΕΙΔΙΚΩΝ συνεργατῶν. <box>18 1056 276 1155</box>
king-return-heading: Η ΕΠΑΝΟΔΟΣ ΤΟΥ ΒΑΣΙΛΕΩΣ <box>1129 1379 1283 1418</box>
story-body: Ὁ Στρατιωτικὸς Διοικητὴς Θεσσαλίας κ. Ζαφειρίου ἐξέδωκε προκήρυξιν πρὸς τοὺς κατοίκους τῆς περιφερείας, διὰ τῆς ὁποίας ἀναγγέλλει ὅτι πᾶς ὅστις ἀποκρύπτει λιποτάκτας θὰ τιμωρῆται αὐστηρῶς κατὰ τοὺς νόμους τοῦ κράτους. <box>1342 1666 1582 1790</box>
executions-col-2 <box>1342 178 1582 418</box>
wilson-reply-subheading: ΠΡΟΣ ΧΕΡΤΛΙΓΚ ΚΑΙ ΤΣΕΡΝΙΝ <box>1173 887 1495 911</box>
right-lower-col-1 <box>1086 1184 1326 2084</box>
divider <box>824 855 1072 856</box>
syphilis-text: νοσήματα, οὐρολ., δερματικῶν, ἐλκη σπουδαίως, ἀγνῶν εἰδικὰ κλπ. ΑΝΙΚΑ-ΝΟΤΗΣ, ΣΠΕΡΜΑΤΟΡΡΟΙΑ, ΔΕΡΜΑΤΙΚΑ θεραπεύονται ριζικῶς καὶ ταχέως ὑπὸ τοῦ εἰδικοῦ ἰατροῦ κ. <box>18 1197 276 1268</box>
divider <box>18 238 276 239</box>
dateline: ΠΑΡΙΣΙΟΙ 31 Ἰανουαρίου <box>572 240 752 256</box>
divider <box>18 165 276 166</box>
signature: ΠΟΛΙΤΗΣ <box>1006 1289 1072 1304</box>
ads-col-2 <box>558 1135 810 2116</box>
divider <box>18 1607 276 1608</box>
lawyer-ad-address: Ὁδὸς Ἑρμοῦ ἀριθ. 36. <box>332 1183 504 1199</box>
section-heading: ΟΙ ΠΟΛΩΝΟΙ ΤΗΣ ΑΥΣΤΡΙΑΣ <box>829 282 1067 299</box>
court-martial-heading: ΣΤΡΑΤΟΔΙΚΕΙΟΝ <box>875 1316 1021 1337</box>
separator-stars: * * * <box>1442 229 1482 243</box>
sun-times: Ἀνατολὴ ἡλίου ὥρα 7.23 — Δύσις 5.55 <box>18 186 264 202</box>
story-source: (Ἐκ τοῦ Γραφείου) <box>1477 212 1582 226</box>
bank-admin-text: ὅτι τῇ 1ῃ Φεβρουαρίου 1918 ἡμέραν Πέμπτην καὶ ὥραν 10 π.μ. ἐνεργηθήσεται ἐν τῷ Καταστήματι αὐτῆς καὶ ἐνώπιον τοῦ Γενικοῦ Συμβουλίου ἡ 7η δημοσία σύναψις τῶν Ἐθνικῶν Δανείων. Κατὰ τὴν κλήρωσιν ταύτην θέλουσιν ἐξαχθῆ οἱ ἀριθμοὶ τῶν ὁμολογιῶν οἱ ὁποῖοι θέλουσιν ἐξοφληθῆ. Ἀθῆναι τῇ 30 Ἰανουαρίου 1918. <box>558 1555 810 1709</box>
story-body: Οἱ συμβαλλόμενοι παραιτοῦνται τῶν ἀποζημιώσεων διὰ τὰς δαπάνας καὶ τὰς ζημίας τοῦ πολέμου, θὰ ἀπελευθερωθῶσι δὲ τοὺς αἰχμαλώτους. <box>558 133 808 210</box>
story-body: Ἐπὶ τῇ εὐκαιρίᾳ τῆς ἱδρύσεως ἐν Ἀθήναις τοῦ Ἑλληνοαμερικανικοῦ Συνδέσμου, ἀπεστάλησαν ἐκ μέρους τοῦ Προέδρου τῆς Κυβερνήσεως κ. Βενιζέλου πρὸς τὸν Πρόεδρον Οὐίλσων τηλεγραφήματα. «Παρακαλῶ νὰ γίνετε διερμηνεὺς παρὰ τῷ Ἑλληνοαμερικανικῷ Συνδέσμῳ τῶν εὐχαριστιῶν τῆς Ἑλληνικῆς Κυβερνήσεως. Μόνον ἡ παράτασις τοῦ πολέμου ἐπὶ τῆς Ἀμερικανικῆς Δημοκρατίας συνέβαλε εἰς τὴν διαφύλαξιν τῆς ἐλευθερίας καὶ τῆς δικαιοσύνης.» <box>292 822 544 1038</box>
dateline: ΠΑΡΙΣΙΟΙ 31 Ἰανουαρίου <box>1100 470 1280 485</box>
section-heading: ΠΡΟΚΗΡΥΞΙΣ ΤΟΥ Κ. ΖΑΦΕΙΡΙΟΥ <box>1342 1649 1582 1664</box>
divider <box>1086 424 1582 425</box>
story-body: (Ραδιοτηλεγραφικῶς) Ἐπὶ τῆς γραμμῆς ἐσημειώθη ζωηρὰ ἐνέργεια πυροβολικοῦ. Δράσεις Γαλλικῶν ἀποσπασμάτων ἀνεγνωρίσθησαν. Πρὸς βορρᾶν τῆς Αἰλέτ τολμηρὰ κατάληψις ἐπιχειρήσεως ἐπέτυχε. Ἐξ ἄλλου ἐν Μπουαντέρ ἐπιθέσεις τῶν ἐχθρῶν ἀπεκρούσθησαν. Ἐπίσης περὶ τὰ 20 αἰχμαλώτων. <box>1086 632 1326 771</box>
executions-col-1 <box>1086 178 1326 418</box>
social-ads: Ὁ Μαιευτὴρ - Γυναικολόγος κ. ΠΑΝΑΓ. ΓΙΑΝΝΑΚΟΠΟΥΛΟΣ δέχεται ὁδὸς Θεμιστοκλέους 3. ΕΝΟΙΚΙΑΖΕΤΑΙ οἰκία τελείως ἐπιπλωμένη ἐξ 7 δωματίων μετὰ λουτροῦ, ἠλεκτροφωτισμοῦ, ἀφθόνου ὕδατος καὶ ὅλων τῶν χρειωδῶν. Πληροφορίαι Ἑρμοῦ 47. ΖΗΤΕΙΤΑΙ πρὸς ἐνοικίασιν οἰκία ἐκ 3 ἢ 4 δωματίων καὶ μαγειρείου εἰς Πατήσια ἢ Ἀμπελοκήπους. Πληροφορίαι εἰς τὸ Λογιστήριον «Σκρίπ». ΕΝΟΙΚΙΑΖΕΤΑΙ οἰκία κεντρικωτάτη ὁδὸν παρὰ τὴν πλατεῖαν τοῦ Συντάγματος ἐπιπλωμένη ἐξ 6 δωματίων, δωματίου ὑπηρεσίας, μετὰ ἠλεκτρικοῦ φωτὸς, λουτροῦ, ὕδατος, κήπου καὶ λοιπῶν χρειωδῶν. Πληροφορίαι εἰς τὸ Λογιστήριον «Σκρίπ». ΠΩΛΟΥΝΤΑΙ δύο ποδήλατα Ἀγγλικὰ, ἐν ἀρίστῃ καταστάσει. Πληροφορίαι παρ' ἡμῖν. ΖΗΤΕΙΤΑΙ διορθωτὴς πεπειραμένος διὰ τὴν ὑπηρεσίαν τῶν Γραφείων μας. ΖΗΤΕΙΤΑΙ ἐπιτεμάτις διορθωτὴς διὰ τὴν ὑπηρεσίαν τῶν Γραφείων μας. <box>18 641 276 977</box>
moon-phase: Σελήνη 4 ήμερῶν <box>92 171 202 186</box>
hair-dye-text: Ἕκαστον κυτίον δρ. 5, διὰ τὰς Ἐπαρχ. 5,50. ΠΑΝΕΠΙΣΤΗΜΙΟΥ & ΧΑΡ. ΤΡΙΚΟΥΠΗ «Ἐπαυλ. Ἀστικῶν». <box>120 1681 276 1746</box>
calendar-notes: στρέφει αἱ Μαντινείαννικοὶ Πέτρες, πρώτη ἐπέτης, Γεραλάρης Νεχύλ, πρώην Εξαγγ.λέλη Ερατώς, Πεπλαπωμαπικόνις 3. ἐπισφεΜνφυὶτηῶν Νεκθ. πρώηνΕξαγγελμένη Πρωτοδούλου, Ταντάλλεως Δημ. πρώην ἐκδόλομος ἐπαρχιῶν Ἐξεχελρικών, Σακδερα, Δημ. πρώην Ερατης. <box>18 243 276 366</box>
executions-heading: ΑΙ ΘΑΝΑΤΙΚΑΙ ΕΚΤΕΛΕΣΕΙΣ <box>1182 121 1486 146</box>
divider <box>1342 1400 1582 1401</box>
divider <box>292 126 1072 127</box>
wilson-reply-col-2 <box>1342 911 1582 1171</box>
column-rule <box>1334 1184 1335 2084</box>
column-calendar <box>18 62 276 2138</box>
